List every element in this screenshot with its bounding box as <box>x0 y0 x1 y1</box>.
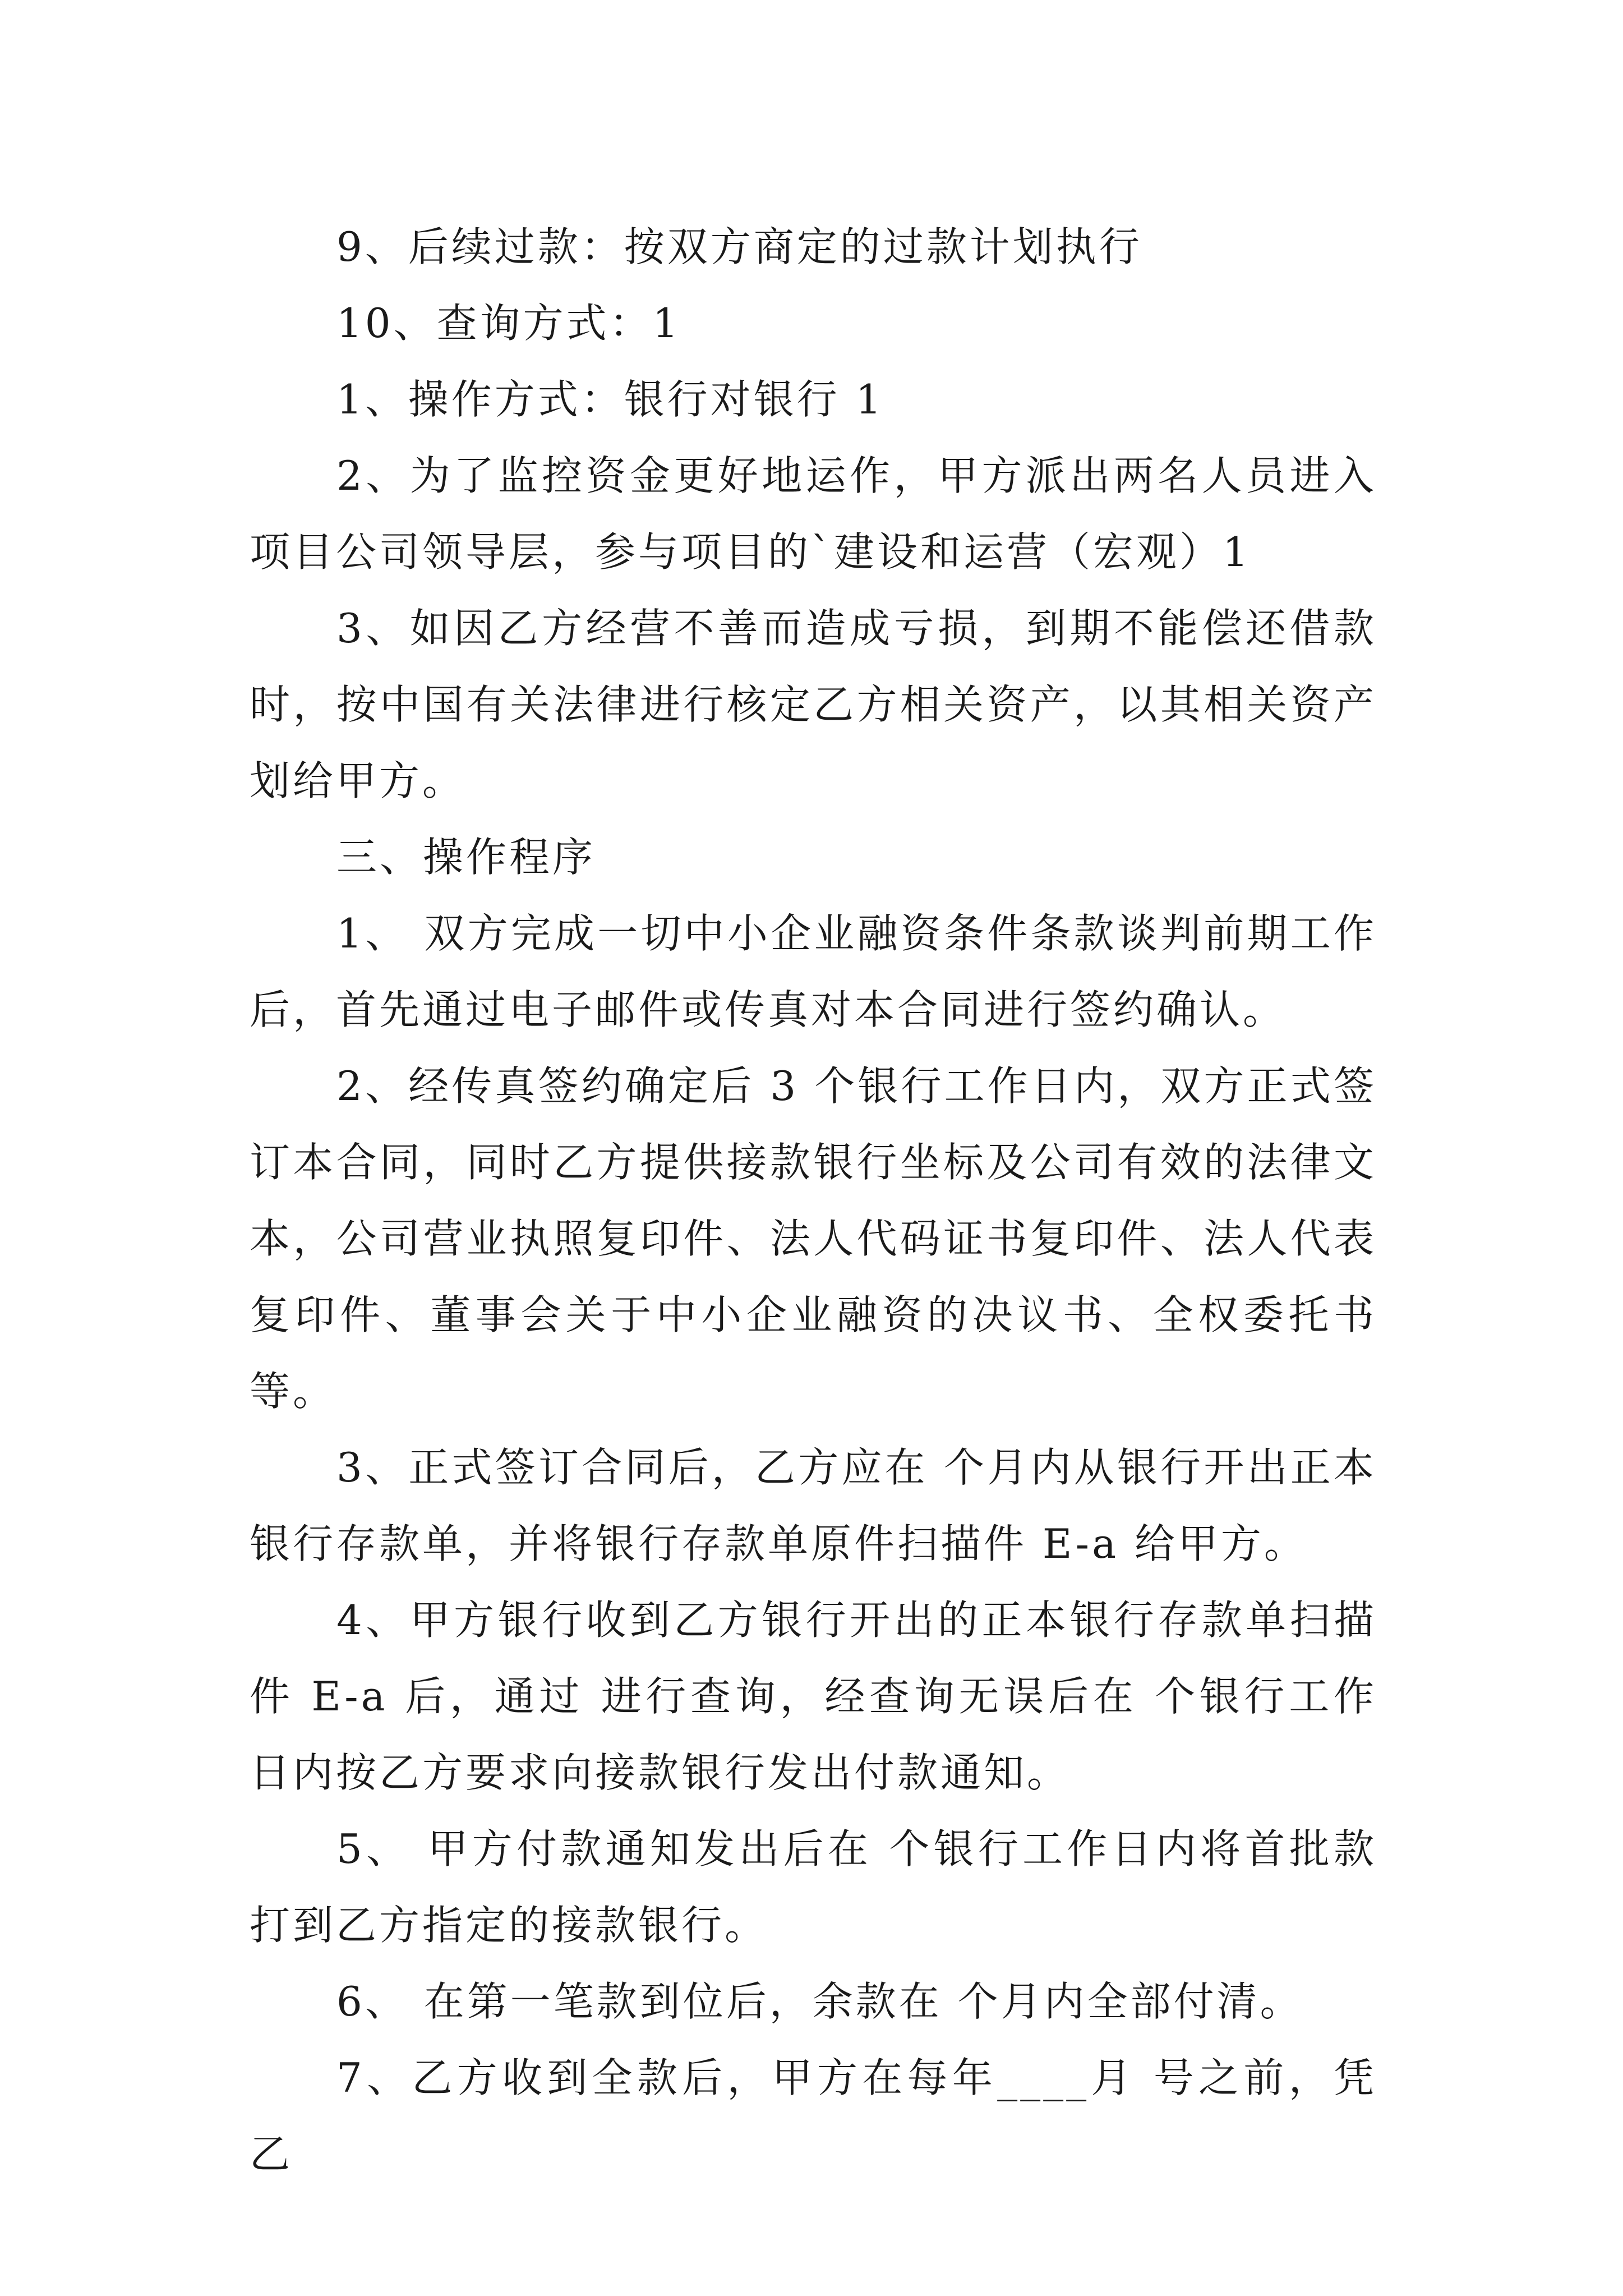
paragraph-query-method: 10、查询方式：1 <box>336 300 681 347</box>
paragraph-step-6: 6、 在第一笔款到位后，余款在 个月内全部付清。 <box>336 1978 1303 2025</box>
paragraph-step-7: 7、乙方收到全款后，甲方在每年____月 号之前，凭乙 <box>250 2054 1377 2178</box>
paragraph-operation-method: 1、操作方式：银行对银行 1 <box>336 376 884 423</box>
paragraph-step-1: 1、 双方完成一切中小企业融资条件条款谈判前期工作后，首先通过电子邮件或传真对本合同进行签约确认。 <box>250 910 1377 1033</box>
section-heading-procedure: 三、操作程序 <box>336 834 596 881</box>
document-body <box>250 209 1377 2192</box>
paragraph-step-3: 3、正式签订合同后，乙方应在 个月内从银行开出正本银行存款单，并将银行存款单原件扫描件 E-a 给甲方。 <box>250 1444 1377 1567</box>
paragraph-step-5: 5、 甲方付款通知发出后在 个银行工作日内将首批款打到乙方指定的接款银行。 <box>250 1825 1377 1949</box>
paragraph-step-4: 4、甲方银行收到乙方银行开出的正本银行存款单扫描件 E-a 后，通过 进行查询，经查询无误后在 个银行工作日内按乙方要求向接款银行发出付款通知。 <box>250 1596 1377 1796</box>
paragraph-step-2: 2、经传真签约确定后 3 个银行工作日内，双方正式签订本合同，同时乙方提供接款银行坐标及公司有效的法律文本，公司营业执照复印件、法人代码证书复印件、法人代表复印件、董事会关于中小企业融资的决议书、全权委托书等。 <box>250 1062 1377 1415</box>
paragraph-loss-handling: 3、如因乙方经营不善而造成亏损，到期不能偿还借款时，按中国有关法律进行核定乙方相关资产，以其相关资产划给甲方。 <box>250 605 1377 804</box>
paragraph-fund-monitoring: 2、为了监控资金更好地运作，甲方派出两名人员进入项目公司领导层，参与项目的`建设和运营（宏观）1 <box>250 452 1377 576</box>
paragraph-follow-up-payment: 9、后续过款：按双方商定的过款计划执行 <box>336 223 1142 270</box>
